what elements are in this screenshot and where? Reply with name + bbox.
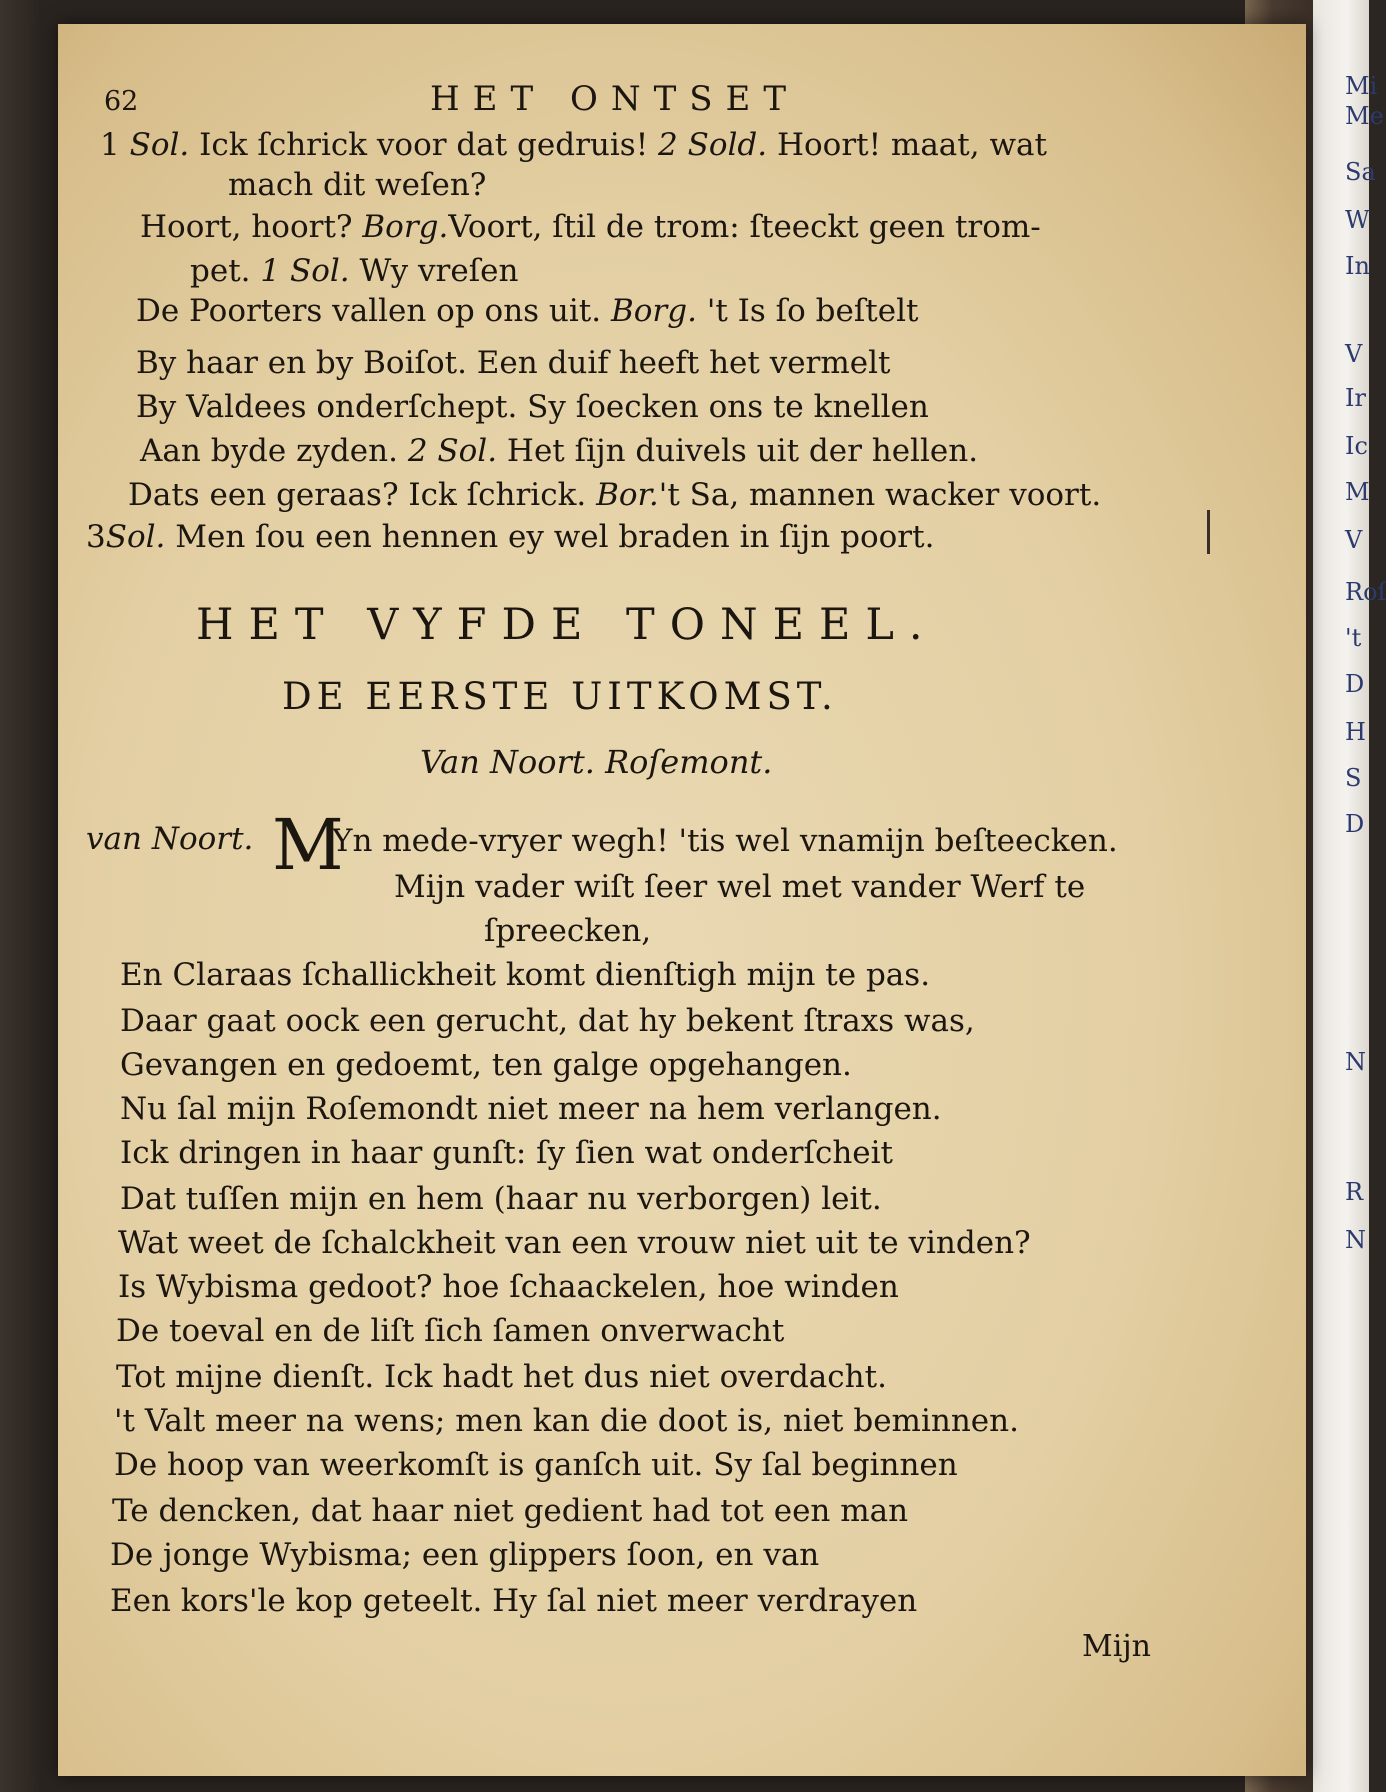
verse-line: De jonge Wybisma; een glippers ſoon, en van (110, 1537, 820, 1573)
facing-fragment: N (1345, 1048, 1366, 1076)
line-text: 't Sa, mannen wacker voort. (658, 477, 1102, 513)
facing-fragment: D (1345, 810, 1365, 838)
facing-fragment: Ic (1345, 432, 1368, 460)
characters-heading: Van Noort. Roſemont. (420, 743, 773, 781)
scene-heading: HET VYFDE TONEEL. (196, 600, 938, 650)
verse-line: Te dencken, dat haar niet gedient had tot een man (112, 1493, 909, 1529)
verse-line: ſpreecken, (484, 913, 652, 949)
line-text: By Valdees onderſchept. Sy ſoecken ons te knellen (136, 389, 929, 425)
verse-line (136, 389, 929, 425)
verse-line: 't Valt meer na wens; men kan die doot is, niet beminnen. (114, 1403, 1019, 1439)
facing-fragment: In (1345, 252, 1370, 280)
speaker-margin: van Noort. (86, 821, 254, 857)
facing-fragment: 't (1345, 624, 1362, 652)
line-text: Het ſijn duivels uit der hellen. (506, 433, 979, 469)
verse-line: Dat tuſſen mijn en hem (haar nu verborgen) leit. (120, 1181, 882, 1217)
verse-line (136, 293, 919, 329)
facing-fragment: V (1345, 340, 1363, 368)
catchword: Mijn (1082, 1629, 1151, 1664)
verse-line: Gevangen en gedoemt, ten galge opgehangen. (120, 1047, 852, 1083)
line-text: Dats een geraas? Ick ſchrick. (128, 477, 587, 513)
line-text: Wy vreſen (359, 253, 519, 289)
running-title: HET ONTSET (430, 79, 800, 119)
verse-line: De toeval en de liſt ſich ſamen onverwacht (116, 1313, 785, 1349)
facing-fragment: Mi (1345, 72, 1378, 100)
line-text: Men ſou een hennen ey wel braden in ſijn poort. (175, 519, 935, 555)
verse-line (140, 433, 979, 469)
verse-line (140, 209, 1041, 245)
verse-line (128, 477, 1102, 513)
speaker-label: Borg. (362, 209, 449, 245)
line-text: Voort, ſtil de trom: ſteeckt geen trom- (448, 209, 1041, 245)
facing-fragment: S (1345, 764, 1362, 792)
verse-line: Ick dringen in haar gunſt: ſy ſien wat onderſcheit (120, 1135, 894, 1171)
facing-fragment: Me (1345, 102, 1384, 130)
page-number: 62 (104, 86, 139, 117)
verse-line: Yn mede-vryer wegh! 'tis wel vnamijn beſteecken. (332, 823, 1118, 859)
speaker-label: 2 Sol. (407, 433, 498, 469)
line-text: Hoort, hoort? (140, 209, 353, 245)
speaker-label: Sol. (105, 519, 166, 555)
verse-line: De hoop van weerkomſt is ganſch uit. Sy ſal beginnen (114, 1447, 958, 1483)
verse-line: Wat weet de ſchalckheit van een vrouw niet uit te vinden? (118, 1225, 1031, 1261)
speaker-label: Borg. (610, 293, 697, 329)
line-text: By haar en by Boiſot. Een duif heeft het vermelt (136, 345, 891, 381)
line-text: 't Is ſo beſtelt (706, 293, 919, 329)
line-prefix: 3 (86, 519, 106, 555)
speaker-label: Bor. (596, 477, 659, 513)
facing-page-edge (1313, 0, 1386, 1792)
verse-line: Mijn vader wiſt ſeer wel met vander Werf te (394, 869, 1086, 905)
facing-fragment: Ir (1345, 384, 1366, 412)
line-text: pet. (190, 253, 251, 289)
section-heading: DE EERSTE UITKOMST. (282, 675, 838, 718)
line-text: Hoort! maat, wat (776, 127, 1047, 163)
speaker-label: 2 Sold. (658, 127, 768, 163)
verse-line (86, 519, 935, 555)
verse-line (228, 167, 487, 203)
line-text: Aan byde zyden. (140, 433, 398, 469)
line-prefix: 1 (100, 127, 120, 163)
facing-fragment: V (1345, 526, 1363, 554)
facing-fragment: H (1345, 718, 1366, 746)
facing-fragment: N (1345, 1226, 1366, 1254)
speaker-label: 1 Sol. (260, 253, 350, 289)
line-text: Ick ſchrick voor dat gedruis! (199, 127, 649, 163)
speaker-label: Sol. (129, 127, 190, 163)
facing-fragment: R (1345, 1178, 1364, 1206)
verse-line (190, 253, 519, 289)
verse-line: Nu ſal mijn Roſemondt niet meer na hem verlangen. (120, 1091, 942, 1127)
line-text: mach dit weſen? (228, 167, 487, 203)
verse-line (100, 127, 1047, 163)
drop-cap: M (272, 804, 344, 886)
verse-line: Tot mijne dienſt. Ick hadt het dus niet overdacht. (116, 1359, 887, 1395)
facing-fragment: Roſ (1345, 578, 1386, 606)
facing-fragment: Sa (1345, 158, 1376, 186)
facing-fragment: D (1345, 670, 1365, 698)
margin-mark (1207, 510, 1210, 554)
verse-line: En Claraas ſchallickheit komt dienſtigh mijn te pas. (120, 957, 931, 993)
line-text: De Poorters vallen op ons uit. (136, 293, 602, 329)
verse-line: Is Wybisma gedoot? hoe ſchaackelen, hoe winden (118, 1269, 899, 1305)
facing-fragment: M (1345, 478, 1370, 506)
verse-line: Een kors'le kop geteelt. Hy ſal niet meer verdrayen (110, 1583, 918, 1619)
verse-line: Daar gaat oock een gerucht, dat hy bekent ſtraxs was, (120, 1003, 975, 1039)
verse-line (136, 345, 891, 381)
facing-fragment: W (1345, 206, 1370, 234)
